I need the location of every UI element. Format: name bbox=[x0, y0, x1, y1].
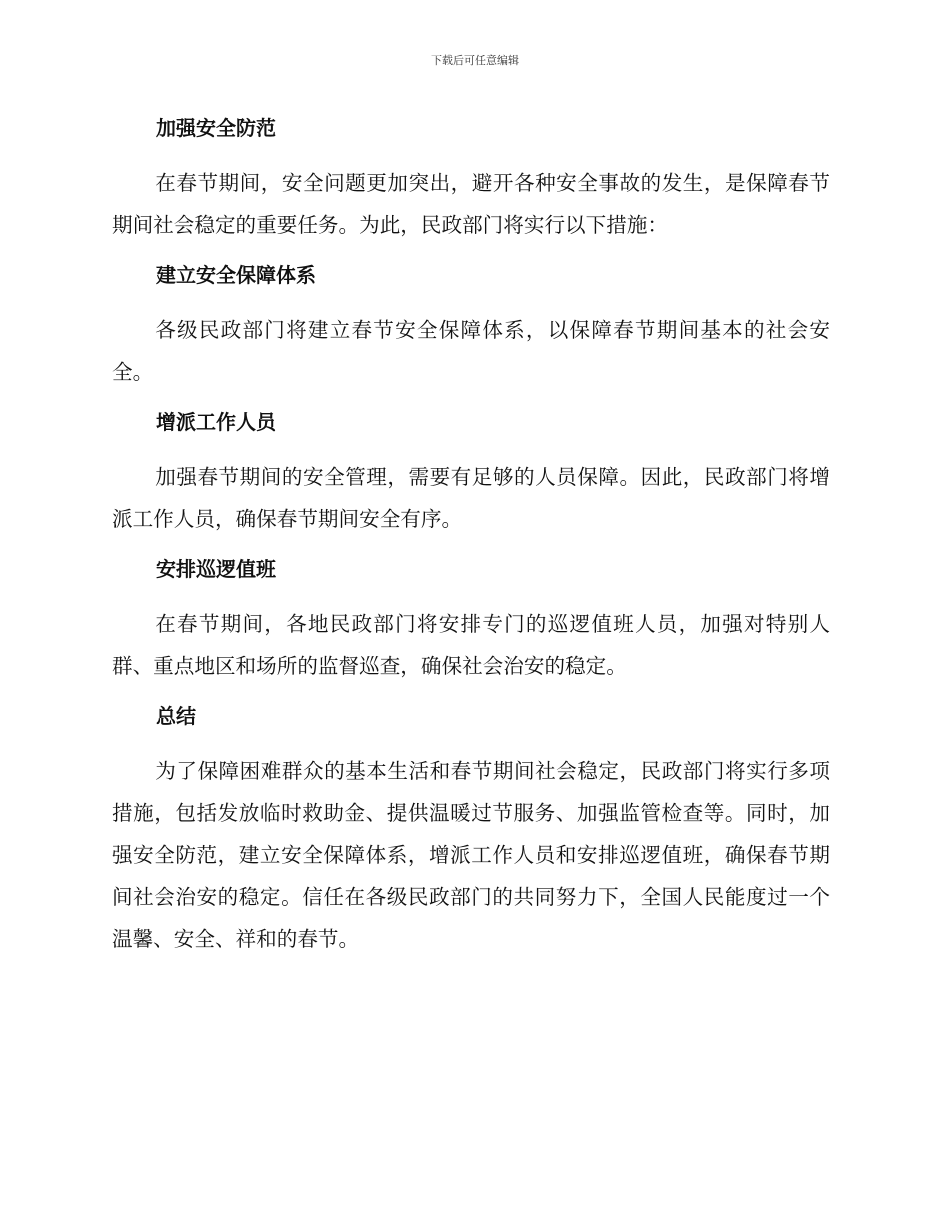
section-paragraph-security-system: 各级民政部门将建立春节安全保障体系，以保障春节期间基本的社会安全。 bbox=[112, 318, 830, 384]
section-heading-summary: 总结 bbox=[156, 704, 196, 728]
section-heading-patrol: 安排巡逻值班 bbox=[156, 557, 276, 581]
page-header: 下载后可任意编辑 bbox=[431, 54, 519, 67]
section-heading-staffing: 增派工作人员 bbox=[156, 410, 276, 434]
document-body bbox=[112, 108, 830, 960]
section-heading-security-system: 建立安全保障体系 bbox=[156, 263, 316, 287]
section-paragraph-patrol: 在春节期间，各地民政部门将安排专门的巡逻值班人员，加强对特别人群、重点地区和场所的监督巡查，确保社会治安的稳定。 bbox=[112, 612, 830, 678]
section-paragraph-staffing: 加强春节期间的安全管理，需要有足够的人员保障。因此，民政部门将增派工作人员，确保春节期间安全有序。 bbox=[112, 465, 830, 531]
section-heading-safety: 加强安全防范 bbox=[156, 116, 276, 140]
section-paragraph-safety: 在春节期间，安全问题更加突出，避开各种安全事故的发生，是保障春节期间社会稳定的重要任务。为此，民政部门将实行以下措施： bbox=[112, 171, 830, 237]
section-paragraph-summary: 为了保障困难群众的基本生活和春节期间社会稳定，民政部门将实行多项措施，包括发放临时救助金、提供温暖过节服务、加强监管检查等。同时，加强安全防范，建立安全保障体系，增派工作人员和安排巡逻值班，确保春节期间社会治安的稳定。信任在各级民政部门的共同努力下，全国人民能度过一个温馨、安全、祥和的春节。 bbox=[112, 759, 830, 951]
